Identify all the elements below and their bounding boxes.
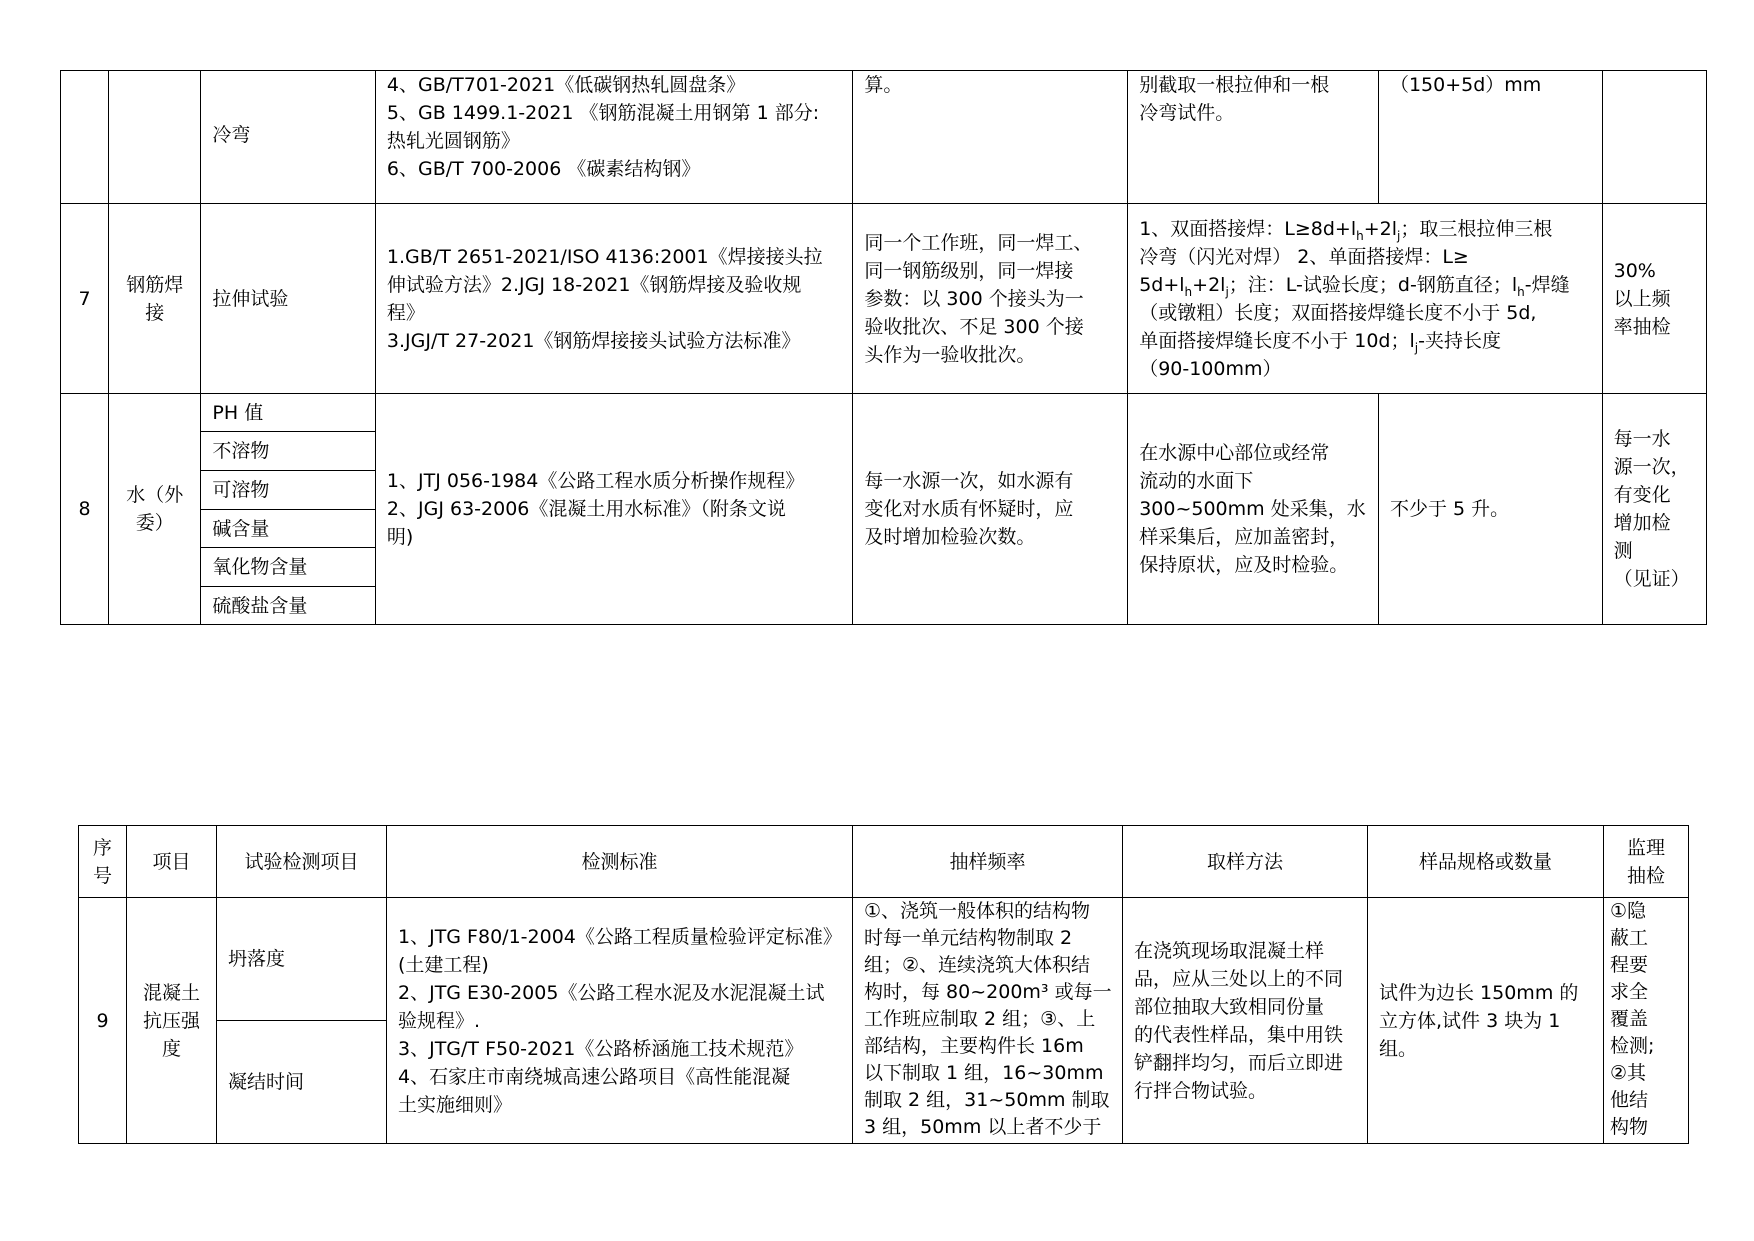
cell-standards: 1、JTG F80/1-2004《公路工程质量检验评定标准》 (土建工程) 2、JTG E30-2005《公路工程水泥及水泥混凝土试 验规程》. 3、JTG/T F50-2021《公路桥涵施工技术规范》 4、石家庄市南绕城高速公路项目《高性能混凝 土实施细则》 <box>387 898 853 1144</box>
cell-project: 水（外 委） <box>109 394 201 625</box>
cell-method: 在水源中心部位或经常 流动的水面下 300~500mm 处采集，水 样采集后，应加盖密封， 保持原状，应及时检验。 <box>1128 394 1379 625</box>
cell-no: 9 <box>79 898 127 1144</box>
cell-standards: 4、GB/T701-2021《低碳钢热轧圆盘条》 5、GB 1499.1-2021 《钢筋混凝土用钢第 1 部分: 热轧光圆钢筋》 6、GB/T 700-2006 《碳素结构钢》 <box>375 71 852 204</box>
cell-frequency: 每一水源一次，如水源有 变化对水质有怀疑时，应 及时增加检验次数。 <box>853 394 1128 625</box>
cell-standards: 1.GB/T 2651-2021/ISO 4136:2001《焊接接头拉 伸试验方法》2.JGJ 18-2021《钢筋焊接及验收规 程》 3.JGJ/T 27-2021《钢筋焊接接头试验方法标准》 <box>375 204 852 394</box>
cell-item: 不溶物 <box>201 432 376 471</box>
cell-spec: 试件为边长 150mm 的 立方体,试件 3 块为 1 组。 <box>1368 898 1604 1144</box>
header-no: 序 号 <box>79 826 127 898</box>
table-row-9 <box>79 898 1689 1021</box>
cell-item: 冷弯 <box>201 71 376 204</box>
cell-frequency: ①、浇筑一般体积的结构物 时每一单元结构物制取 2 组；②、连续浇筑大体积结 构时，每 80~200m³ 或每一 工作班应制取 2 组；③、上 部结构，主要构件长 16m 以下制取 1 组，16~30mm 制取 2 组，31~50mm 制取 3 组，50mm 以上者不少于 <box>853 898 1123 1144</box>
cell-frequency: 同一个工作班，同一焊工、 同一钢筋级别，同一焊接 参数：以 300 个接头为一 验收批次、不足 300 个接 头作为一验收批次。 <box>853 204 1128 394</box>
table-row-continued <box>61 71 1707 204</box>
cell-supervision: 30% 以上频 率抽检 <box>1602 204 1706 394</box>
table-row-8 <box>61 394 1707 432</box>
cell-no: 8 <box>61 394 109 625</box>
cell-standards: 1、JTJ 056-1984《公路工程水质分析操作规程》 2、JGJ 63-2006《混凝土用水标准》（附条文说 明) <box>375 394 852 625</box>
header-method: 取样方法 <box>1123 826 1368 898</box>
header-spec: 样品规格或数量 <box>1368 826 1604 898</box>
cell-item: 坍落度 <box>217 898 387 1021</box>
cell-spec: 不少于 5 升。 <box>1378 394 1602 625</box>
cell-item: 硫酸盐含量 <box>201 587 376 625</box>
cell-item: 氧化物含量 <box>201 548 376 587</box>
cell-no: 7 <box>61 204 109 394</box>
cell-supervision: 每一水 源一次， 有变化 增加检 测 （见证） <box>1602 394 1706 625</box>
cell-spec: （150+5d）mm <box>1378 71 1602 204</box>
header-standards: 检测标准 <box>387 826 853 898</box>
cell-supervision: ①隐 蔽工 程要 求全 覆盖 检测; ②其 他结 构物 <box>1604 898 1689 1144</box>
cell-method: 别截取一根拉伸和一根 冷弯试件。 <box>1128 71 1379 204</box>
cell-frequency: 算。 <box>853 71 1128 204</box>
cell-item: 碱含量 <box>201 510 376 548</box>
cell-item: 拉伸试验 <box>201 204 376 394</box>
table-header-row <box>79 826 1689 898</box>
header-item: 试验检测项目 <box>217 826 387 898</box>
cell-item: 可溶物 <box>201 471 376 510</box>
cell-no <box>61 71 109 204</box>
table-row-7 <box>61 204 1707 394</box>
cell-method: 在浇筑现场取混凝土样 品，应从三处以上的不同 部位抽取大致相同份量 的代表性样品，集中用铁 铲翻拌均匀，而后立即进 行拌合物试验。 <box>1123 898 1368 1144</box>
inspection-table-bottom <box>78 825 1689 1144</box>
cell-project <box>109 71 201 204</box>
cell-item: 凝结时间 <box>217 1021 387 1144</box>
cell-project: 钢筋焊 接 <box>109 204 201 394</box>
inspection-table-top <box>60 70 1707 625</box>
header-project: 项目 <box>127 826 217 898</box>
cell-project: 混凝土 抗压强 度 <box>127 898 217 1144</box>
cell-item: PH 值 <box>201 394 376 432</box>
header-supervision: 监理 抽检 <box>1604 826 1689 898</box>
header-frequency: 抽样频率 <box>853 826 1123 898</box>
cell-method: 1、双面搭接焊：$L\ge 8d+l_h+2l_j$；取三根拉伸三根 冷弯（闪光对焊） 2、单面搭接焊：L≥ $5d+l_h+2l_j$；注：L-试验长度；d-钢筋直径；$l_h-$焊缝 （或镦粗）长度；双面搭接焊缝长度不小于 5d, 单面搭接焊缝长度不小于 10d；$l_j-$夹持长度 （90-100mm） <box>1128 204 1602 394</box>
cell-supervision <box>1602 71 1706 204</box>
